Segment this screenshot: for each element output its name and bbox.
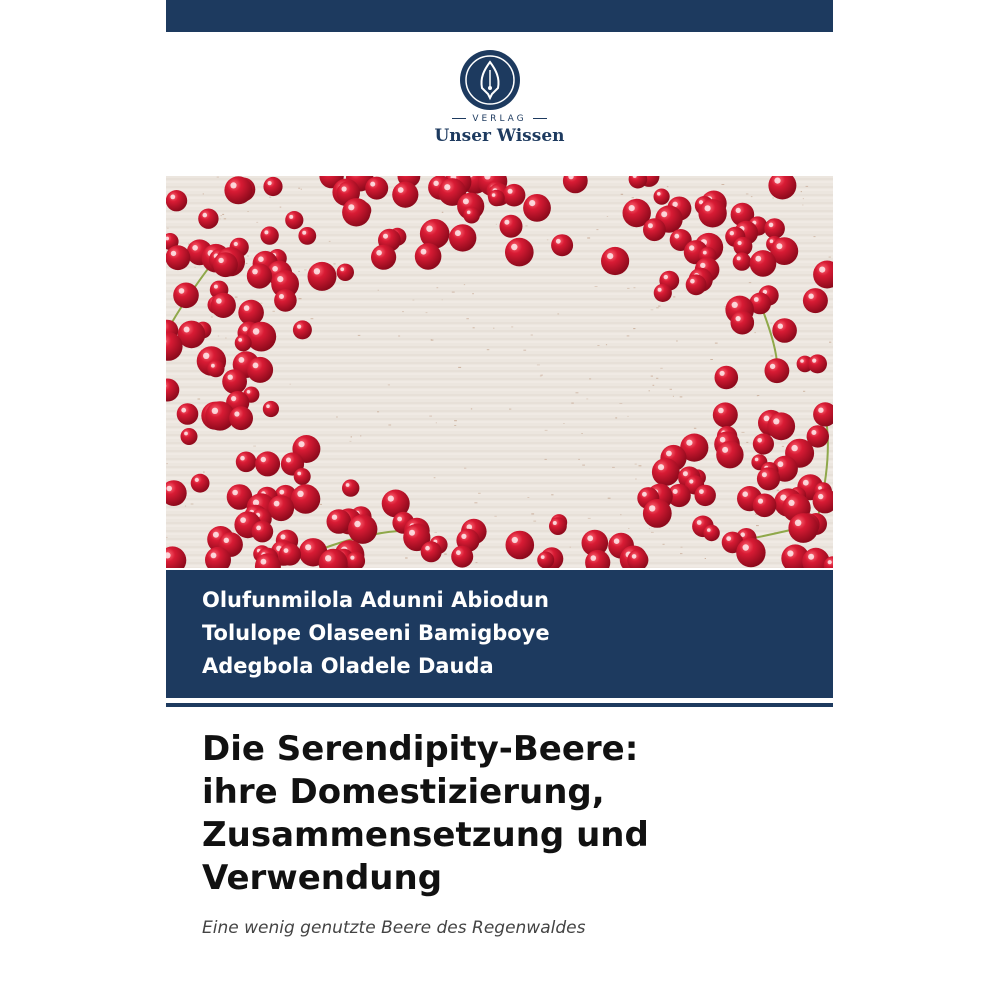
cover-photo — [166, 176, 833, 568]
berry — [750, 250, 777, 277]
berry — [260, 226, 278, 244]
berry — [255, 451, 280, 476]
berry — [505, 238, 534, 267]
berry — [753, 494, 777, 518]
berry — [537, 552, 554, 569]
book-cover — [166, 0, 833, 1000]
berry — [291, 484, 320, 513]
berry — [246, 322, 276, 352]
berry — [247, 357, 273, 383]
berry — [463, 207, 480, 224]
berry — [342, 479, 359, 496]
berry — [285, 211, 303, 229]
berry — [643, 499, 672, 528]
berry — [166, 245, 190, 270]
title-line: Die Serendipity-Beere: — [202, 729, 639, 769]
berry — [703, 525, 719, 541]
berry — [808, 354, 827, 373]
berry — [191, 474, 210, 493]
berry — [236, 452, 257, 473]
berry — [166, 190, 187, 211]
berry — [500, 215, 523, 238]
berry — [523, 194, 551, 222]
title-line: ihre Domestizierung, — [202, 772, 605, 812]
berry — [713, 402, 738, 427]
berry — [213, 252, 238, 277]
berry — [601, 247, 629, 275]
author-name: Olufunmilola Adunni Abiodun — [202, 588, 549, 612]
berry — [715, 366, 739, 390]
berry — [767, 412, 795, 440]
berry — [415, 243, 442, 270]
berry — [733, 252, 751, 270]
berry — [652, 458, 680, 486]
berry — [449, 224, 476, 251]
berry — [686, 274, 707, 295]
berry — [757, 467, 780, 490]
berry — [643, 218, 666, 241]
publisher-logo — [166, 46, 833, 156]
berry — [506, 531, 535, 560]
berry — [177, 403, 199, 425]
berry — [235, 334, 252, 351]
berry — [698, 199, 726, 227]
berry — [222, 369, 247, 394]
berry — [695, 485, 716, 506]
berry — [198, 209, 218, 229]
berry — [263, 177, 282, 196]
berry — [764, 218, 785, 239]
berry — [392, 182, 418, 208]
berry — [788, 513, 818, 543]
berry — [173, 283, 199, 309]
berry — [337, 264, 354, 281]
berry — [293, 320, 312, 339]
berry — [654, 284, 672, 302]
author-band — [166, 570, 833, 698]
berry — [488, 190, 505, 207]
berry — [753, 433, 774, 454]
berry — [247, 263, 272, 288]
berry — [252, 521, 274, 543]
berry — [342, 198, 370, 226]
author-name: Adegbola Oladele Dauda — [202, 654, 494, 678]
berry — [765, 358, 790, 383]
berry — [365, 177, 388, 200]
berry — [279, 543, 301, 565]
berry — [181, 428, 198, 445]
berry — [451, 546, 473, 568]
berry — [421, 541, 442, 562]
berry — [268, 495, 294, 521]
berry — [549, 517, 567, 535]
berry — [238, 300, 264, 326]
top-bar — [166, 0, 833, 32]
berry — [551, 234, 573, 256]
book-subtitle: Eine wenig genutzte Beere des Regenwaldes — [202, 918, 586, 938]
imprint-label: VERLAG — [166, 114, 833, 124]
divider — [166, 703, 833, 707]
title-line: Zusammensetzung und — [202, 815, 649, 855]
title-line: Verwendung — [202, 858, 443, 898]
publisher-name: Unser Wissen — [434, 126, 565, 146]
pen-nib-icon — [458, 48, 522, 112]
book-title — [202, 728, 822, 900]
berry — [348, 515, 377, 544]
berry — [294, 468, 311, 485]
berry — [274, 289, 297, 312]
author-name: Tolulope Olaseeni Bamigboye — [202, 621, 550, 645]
berry — [263, 401, 279, 417]
berry — [716, 441, 743, 468]
berry — [731, 311, 755, 335]
berry — [803, 288, 828, 313]
berry — [654, 189, 670, 205]
berry — [229, 406, 253, 430]
berry — [207, 360, 224, 377]
berry — [503, 184, 526, 207]
berry — [298, 227, 316, 245]
berry — [308, 262, 337, 291]
berry — [772, 318, 797, 343]
berry — [371, 245, 396, 270]
berry — [224, 176, 252, 204]
berry — [327, 509, 352, 534]
berry — [211, 293, 236, 318]
berry — [736, 538, 765, 567]
